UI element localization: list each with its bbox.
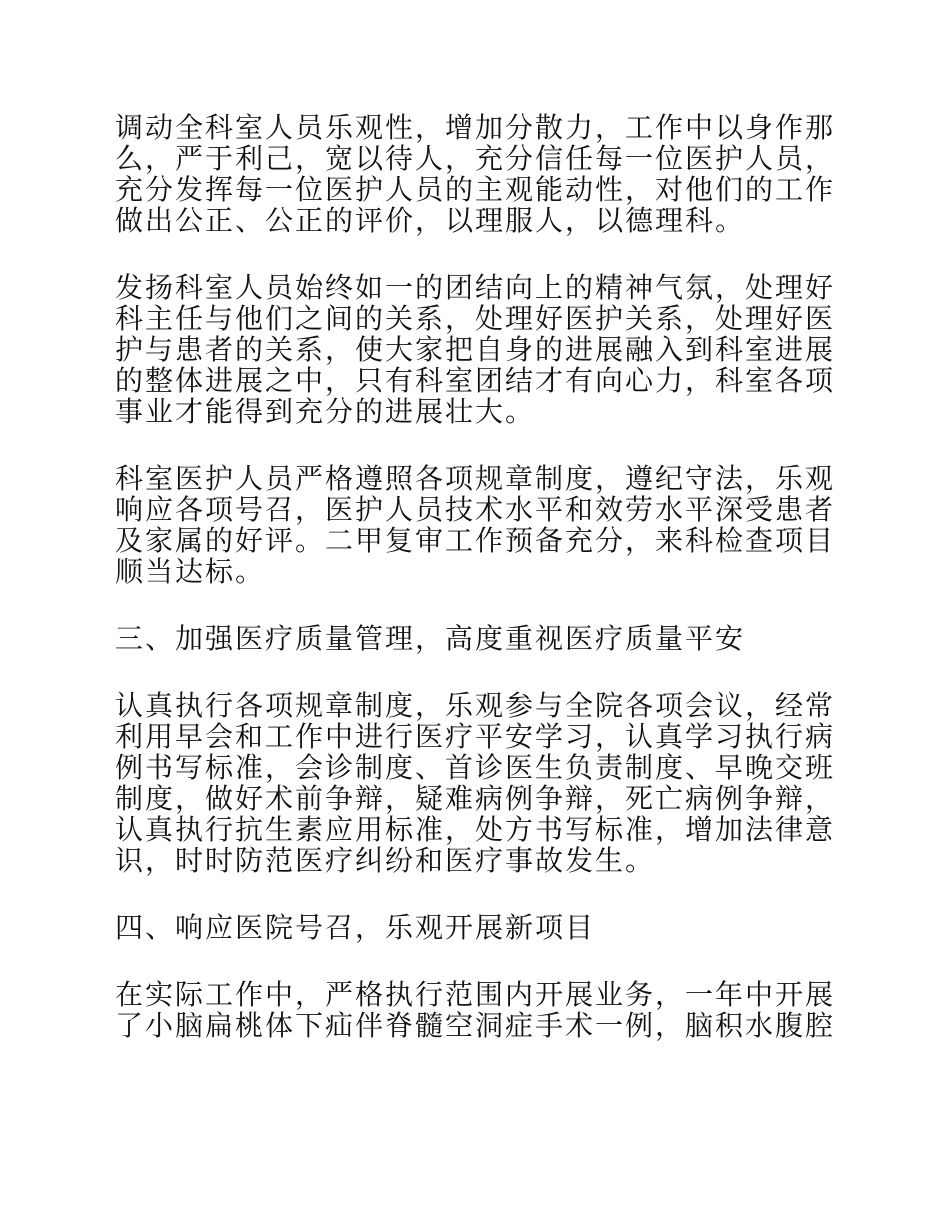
paragraph-regulations [115, 462, 836, 588]
text-line: 制度，做好术前争辩，疑难病例争辩，死亡病例争辩， [115, 782, 836, 815]
paragraph-quality-management [115, 689, 836, 877]
text-line: 在实际工作中，严格执行范围内开展业务，一年中开展 [115, 978, 836, 1011]
text-line: 充分发挥每一位医护人员的主观能动性，对他们的工作 [115, 173, 836, 206]
text-line: 发扬科室人员始终如一的团结向上的精神气氛，处理好 [115, 271, 836, 304]
section-heading-quality [115, 623, 820, 654]
document-body [115, 111, 836, 1077]
text-line: 识，时时防范医疗纠纷和医疗事故发生。 [115, 844, 656, 877]
heading-line: 三、加强医疗质量管理，高度重视医疗质量平安 [115, 622, 746, 655]
text-line: 认真执行抗生素应用标准，处方书写标准，增加法律意 [115, 813, 836, 846]
paragraph-new-projects [115, 978, 836, 1042]
text-line: 事业才能得到充分的进展壮大。 [115, 395, 536, 428]
section-heading-new-projects [115, 912, 820, 943]
heading-line: 四、响应医院号召，乐观开展新项目 [115, 911, 596, 944]
text-line: 响应各项号召，医护人员技术水平和效劳水平深受患者 [115, 493, 836, 526]
paragraph-team-spirit [115, 271, 836, 428]
text-line: 认真执行各项规章制度，乐观参与全院各项会议，经常 [115, 689, 836, 722]
text-line: 了小脑扁桃体下疝伴脊髓空洞症手术一例，脑积水腹腔 [115, 1009, 836, 1042]
paragraph-team-morale [115, 111, 836, 237]
text-line: 科室医护人员严格遵照各项规章制度，遵纪守法，乐观 [115, 462, 836, 495]
text-line: 的整体进展之中，只有科室团结才有向心力，科室各项 [115, 364, 836, 397]
text-line: 做出公正、公正的评价，以理服人，以德理科。 [115, 204, 746, 237]
text-line: 顺当达标。 [115, 555, 266, 588]
text-line: 调动全科室人员乐观性，增加分散力，工作中以身作那 [115, 111, 836, 144]
text-line: 护与患者的关系，使大家把自身的进展融入到科室进展 [115, 333, 836, 366]
text-line: 例书写标准，会诊制度、首诊医生负责制度、早晚交班 [115, 751, 836, 784]
text-line: 科主任与他们之间的关系，处理好医护关系，处理好医 [115, 302, 836, 335]
text-line: 及家属的好评。二甲复审工作预备充分，来科检查项目 [115, 524, 836, 557]
text-line: 么，严于利己，宽以待人，充分信任每一位医护人员， [115, 142, 836, 175]
text-line: 利用早会和工作中进行医疗平安学习，认真学习执行病 [115, 720, 836, 753]
